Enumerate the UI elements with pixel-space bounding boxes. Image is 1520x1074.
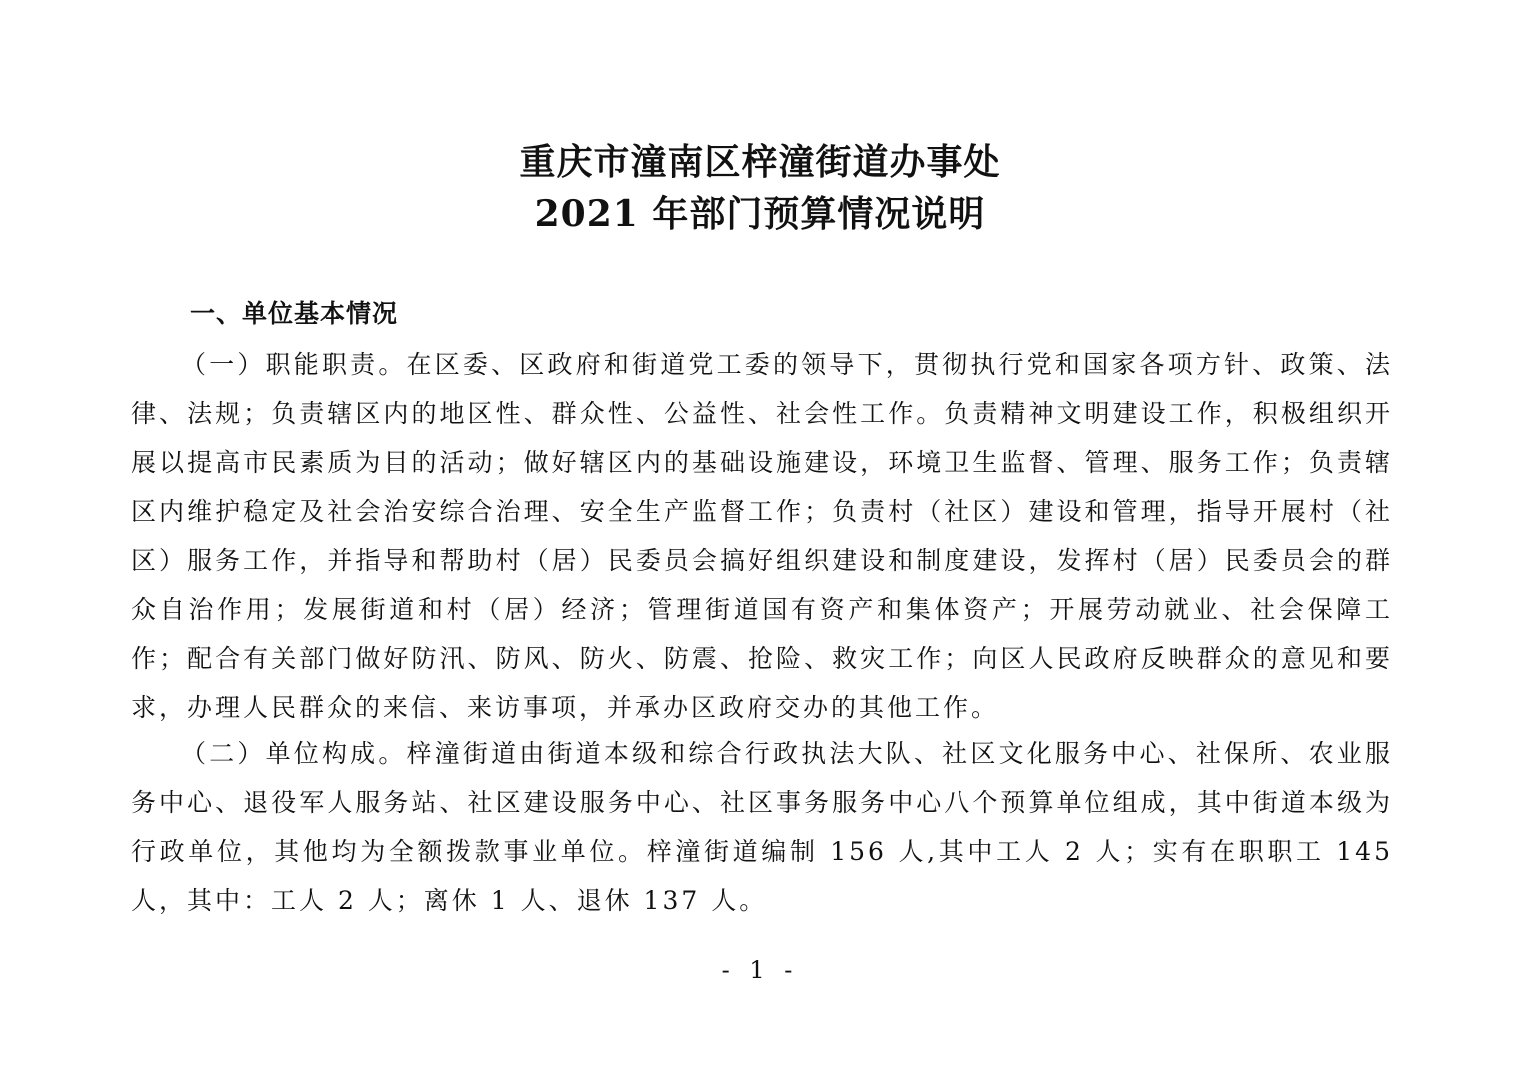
section-heading: 一、单位基本情况 (190, 299, 399, 328)
title-line-2: 2021 年部门预算情况说明 (534, 193, 986, 235)
title-line-1: 重庆市潼南区梓潼街道办事处 (519, 141, 1001, 183)
paragraph-functions: （一）职能职责。在区委、区政府和街道党工委的领导下，贯彻执行党和国家各项方针、政策、法律、法规；负责辖区内的地区性、群众性、公益性、社会性工作。负责精神文明建设工作，积极组织开展以提高市民素质为目的活动；做好辖区内的基础设施建设，环境卫生监督、管理、服务工作；负责辖区内维护稳定及社会治安综合治理、安全生产监督工作；负责村（社区）建设和管理，指导开展村（社区）服务工作，并指导和帮助村（居）民委员会搞好组织建设和制度建设，发挥村（居）民委员会的群众自治作用；发展街道和村（居）经济；管理街道国有资产和集体资产；开展劳动就业、社会保障工作；配合有关部门做好防汛、防风、防火、防震、抢险、救灾工作；向区人民政府反映群众的意见和要求，办理人民群众的来信、来访事项，并承办区政府交办的其他工作。 (131, 350, 1393, 722)
page-number: - 1 - (721, 956, 799, 984)
paragraph-composition: （二）单位构成。梓潼街道由街道本级和综合行政执法大队、社区文化服务中心、社保所、农业服务中心、退役军人服务站、社区建设服务中心、社区事务服务中心八个预算单位组成，其中街道本级为行政单位，其他均为全额拨款事业单位。梓潼街道编制 156 人,其中工人 2 人；实有在职职工 145 人，其中：工人 2 人；离休 1 人、退休 137 人。 (131, 739, 1393, 915)
document-title (0, 136, 1520, 240)
